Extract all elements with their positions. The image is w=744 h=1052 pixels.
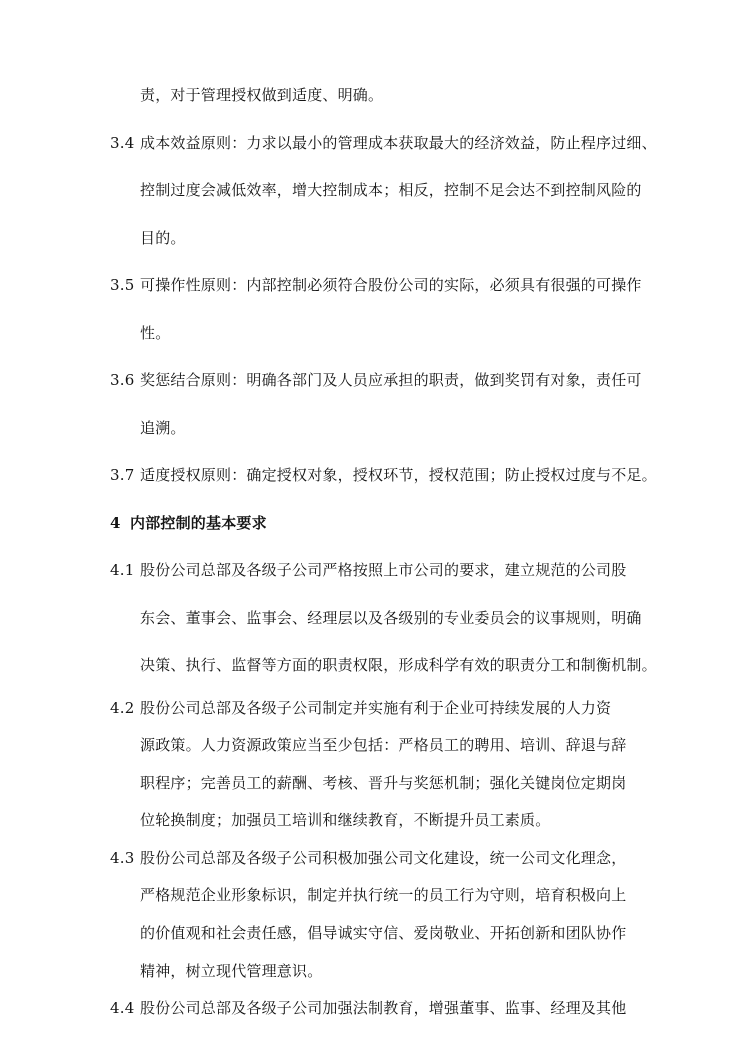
item-number: 3.4 xyxy=(110,133,135,152)
paragraph-line xyxy=(110,690,650,728)
line-text: 目的。 xyxy=(140,228,186,247)
line-text: 严格规范企业形象标识，制定并执行统一的员工行为守则，培育积极向上 xyxy=(140,886,627,905)
line-text: 职程序；完善员工的薪酬、考核、晋升与奖惩机制；强化关键岗位定期岗 xyxy=(140,773,627,792)
line-text: 股份公司总部及各级子公司严格按照上市公司的要求，建立规范的公司股 xyxy=(140,561,627,579)
paragraph-4-2 xyxy=(110,690,650,840)
item-number: 3.6 xyxy=(110,371,135,389)
item-number: 3.5 xyxy=(110,276,135,294)
line-text: 源政策。人力资源政策应当至少包括：严格员工的聘用、培训、辞退与辞 xyxy=(140,736,627,755)
line-text: 股份公司总部及各级子公司加强法制教育，增强董事、监事、经理及其他 xyxy=(140,999,627,1018)
line-text: 东会、董事会、监事会、经理层以及各级别的专业委员会的议事规则，明确 xyxy=(140,608,642,627)
item-number: 4.4 xyxy=(110,999,135,1018)
section-number: 4 xyxy=(110,513,121,532)
paragraph-3-3-continuation xyxy=(110,72,650,120)
paragraph-3-6 xyxy=(110,357,650,452)
line-text: 追溯。 xyxy=(140,418,186,437)
paragraph-3-7 xyxy=(110,452,657,500)
paragraph-line xyxy=(110,547,650,595)
paragraph-4-3 xyxy=(110,840,650,990)
section-heading-4 xyxy=(110,500,650,548)
line-text: 性。 xyxy=(140,323,171,342)
paragraph-line xyxy=(110,120,657,168)
paragraph-3-4 xyxy=(110,120,657,263)
line-text: 成本效益原则：力求以最小的管理成本获取最大的经济效益，防止程序过细、 xyxy=(140,133,657,152)
line-text: 位轮换制度；加强员工培训和继续教育，不断提升员工素质。 xyxy=(140,811,551,830)
document-content xyxy=(110,72,657,1028)
line-text: 精神，树立现代管理意识。 xyxy=(140,961,323,980)
paragraph-3-5 xyxy=(110,262,650,357)
item-number: 4.1 xyxy=(110,561,135,579)
line-text: 股份公司总部及各级子公司制定并实施有利于企业可持续发展的人力资 xyxy=(140,698,612,717)
line-text: 适度授权原则：确定授权对象，授权环节，授权范围；防止授权过度与不足。 xyxy=(140,466,657,484)
paragraph-4-1 xyxy=(110,547,657,690)
paragraph-line xyxy=(110,357,650,405)
item-number: 4.3 xyxy=(110,848,135,867)
item-number: 3.7 xyxy=(110,466,135,484)
line-text: 可操作性原则：内部控制必须符合股份公司的实际，必须具有很强的可操作 xyxy=(140,276,642,294)
paragraph-line xyxy=(110,262,650,310)
paragraph-line xyxy=(110,990,650,1028)
line-text: 责，对于管理授权做到适度、明确。 xyxy=(140,86,384,104)
paragraph-line xyxy=(110,500,650,548)
paragraph-line xyxy=(110,840,650,878)
item-number: 4.2 xyxy=(110,698,135,717)
line-text: 控制过度会减低效率，增大控制成本；相反，控制不足会达不到控制风险的 xyxy=(140,181,642,199)
line-text: 奖惩结合原则：明确各部门及人员应承担的职责，做到奖罚有对象，责任可 xyxy=(140,371,642,389)
paragraph-4-4 xyxy=(110,990,650,1028)
line-text: 的价值观和社会责任感，倡导诚实守信、爱岗敬业、开拓创新和团队协作 xyxy=(140,924,627,943)
line-text: 决策、执行、监督等方面的职责权限，形成科学有效的职责分工和制衡机制。 xyxy=(140,656,657,674)
section-title: 内部控制的基本要求 xyxy=(130,513,267,532)
line-text: 股份公司总部及各级子公司积极加强公司文化建设，统一公司文化理念， xyxy=(140,848,627,867)
paragraph-line xyxy=(110,452,657,500)
